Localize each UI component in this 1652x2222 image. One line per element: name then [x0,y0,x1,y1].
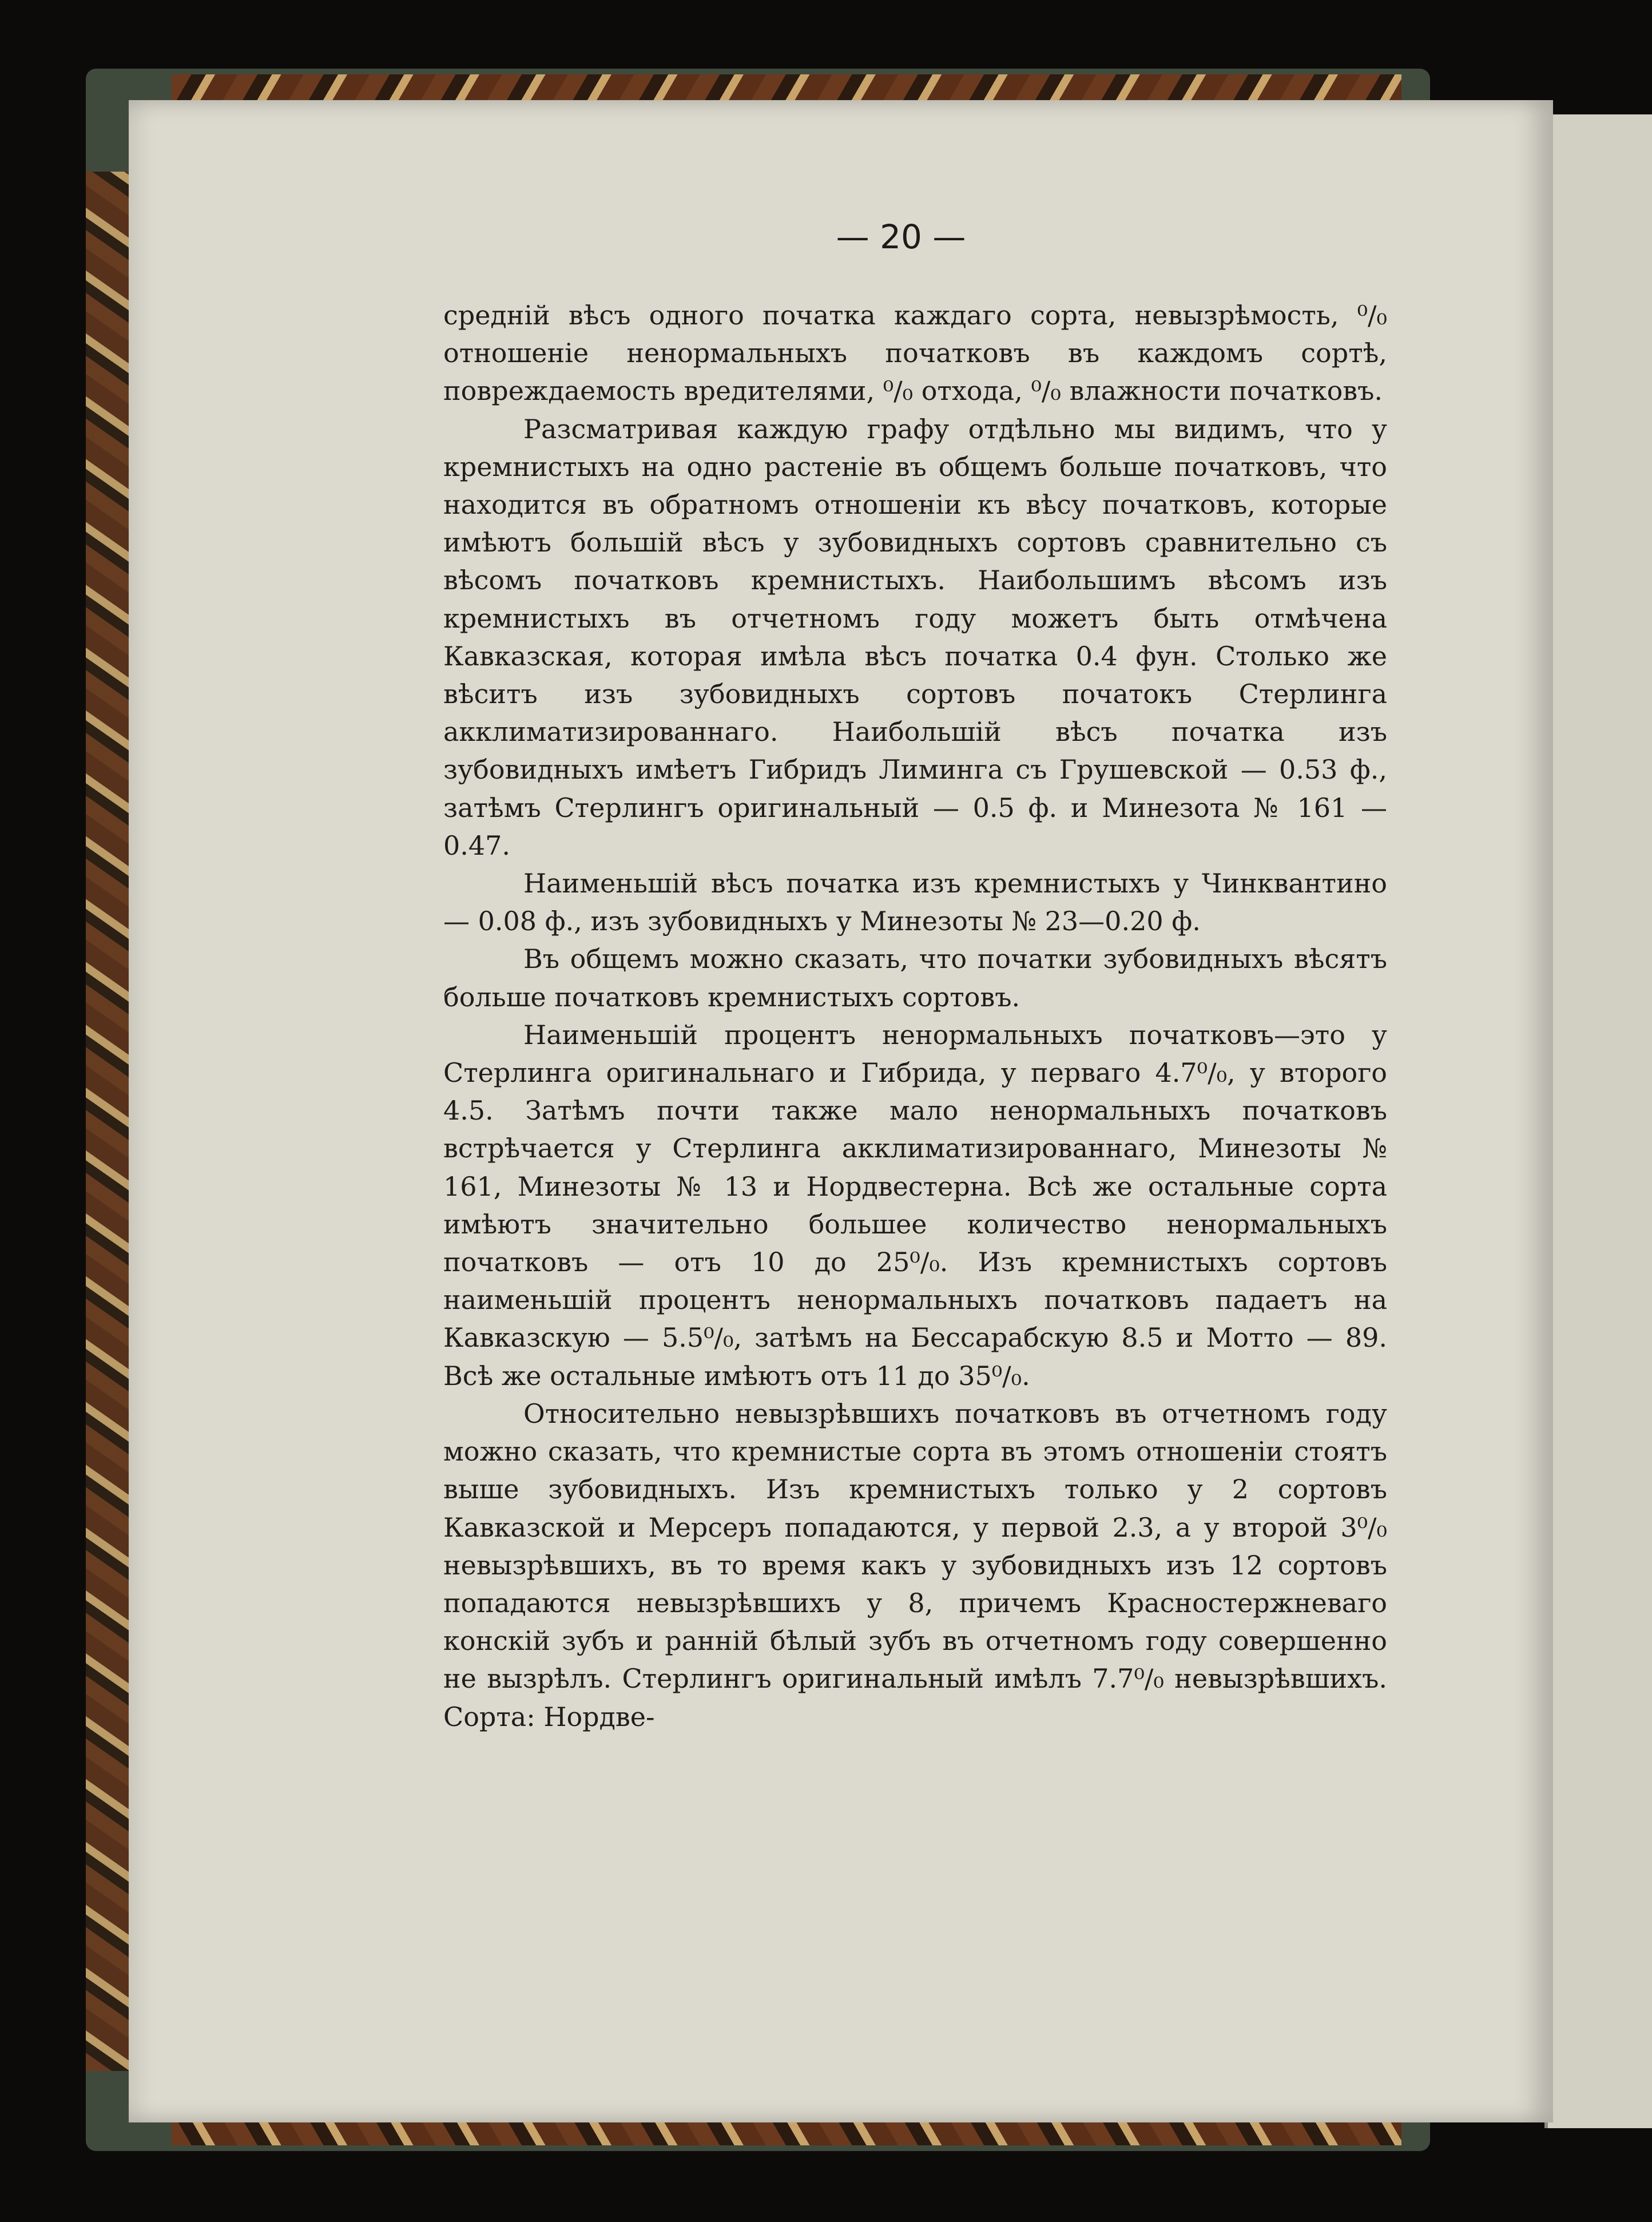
page-number: — 20 — [836,217,966,256]
adjacent-page-edge [1544,114,1652,2128]
paragraph: Наименьшій процентъ ненормальныхъ початковъ—это у Стерлинга оригинальнаго и Гибрида, у перваго 4.7⁰/₀, у второго 4.5. Затѣмъ почти также мало ненормальныхъ початковъ встрѣчается у Стерлинга акклиматизированнаго, Минезоты № 161, Минезоты № 13 и Нордвестерна. Всѣ же остальные сорта имѣютъ значительно большее количество ненормальныхъ початковъ — отъ 10 до 25⁰/₀. Изъ кремнистыхъ сортовъ наименьшій процентъ ненормальныхъ початковъ падаетъ на Кавказскую — 5.5⁰/₀, затѣмъ на Бессарабскую 8.5 и Мотто — 89. Всѣ же остальные имѣютъ отъ 11 до 35⁰/₀. [443,1019,1387,1391]
paragraph: Наименьшій вѣсъ початка изъ кремнистыхъ у Чинквантино — 0.08 ф., изъ зубовидныхъ у Минезоты № 23—0.20 ф. [443,868,1387,937]
body-text [443,296,1387,1736]
paragraph: Въ общемъ можно сказать, что початки зубовидныхъ вѣсятъ больше початковъ кремнистыхъ сортовъ. [443,943,1387,1013]
paragraph: Разсматривая каждую графу отдѣльно мы видимъ, что у кремнистыхъ на одно растеніе въ общемъ больше початковъ, что находится въ обратномъ отношеніи къ вѣсу початковъ, которые имѣютъ большій вѣсъ у зубовидныхъ сортовъ сравнительно съ вѣсомъ початковъ кремнистыхъ. Наибольшимъ вѣсомъ изъ кремнистыхъ въ отчетномъ году можетъ быть отмѣчена Кавказская, которая имѣла вѣсъ початка 0.4 фун. Столько же вѣситъ изъ зубовидныхъ сортовъ початокъ Стерлинга акклиматизированнаго. Наибольшій вѣсъ початка изъ зубовидныхъ имѣетъ Гибридъ Лиминга съ Грушевской — 0.53 ф., затѣмъ Стерлингъ оригинальный — 0.5 ф. и Минезота № 161 — 0.47. [443,413,1387,861]
paragraph: средній вѣсъ одного початка каждаго сорта, невызрѣмость, ⁰/₀ отношеніе ненормальныхъ початковъ въ каждомъ сортѣ, повреждаемость вредителями, ⁰/₀ отхода, ⁰/₀ влажности початковъ. [443,300,1387,407]
paragraph: Относительно невызрѣвшихъ початковъ въ отчетномъ году можно сказать, что кремнистые сорта въ этомъ отношеніи стоятъ выше зубовидныхъ. Изъ кремнистыхъ только у 2 сортовъ Кавказской и Мерсеръ попадаются, у первой 2.3, а у второй 3⁰/₀ невызрѣвшихъ, въ то время какъ у зубовидныхъ изъ 12 сортовъ попадаются невызрѣвшихъ у 8, причемъ Красностержневаго конскій зубъ и ранній бѣлый зубъ въ отчетномъ году совершенно не вызрѣлъ. Стерлингъ оригинальный имѣлъ 7.7⁰/₀ невызрѣвшихъ. Сорта: Нордве- [443,1398,1387,1732]
